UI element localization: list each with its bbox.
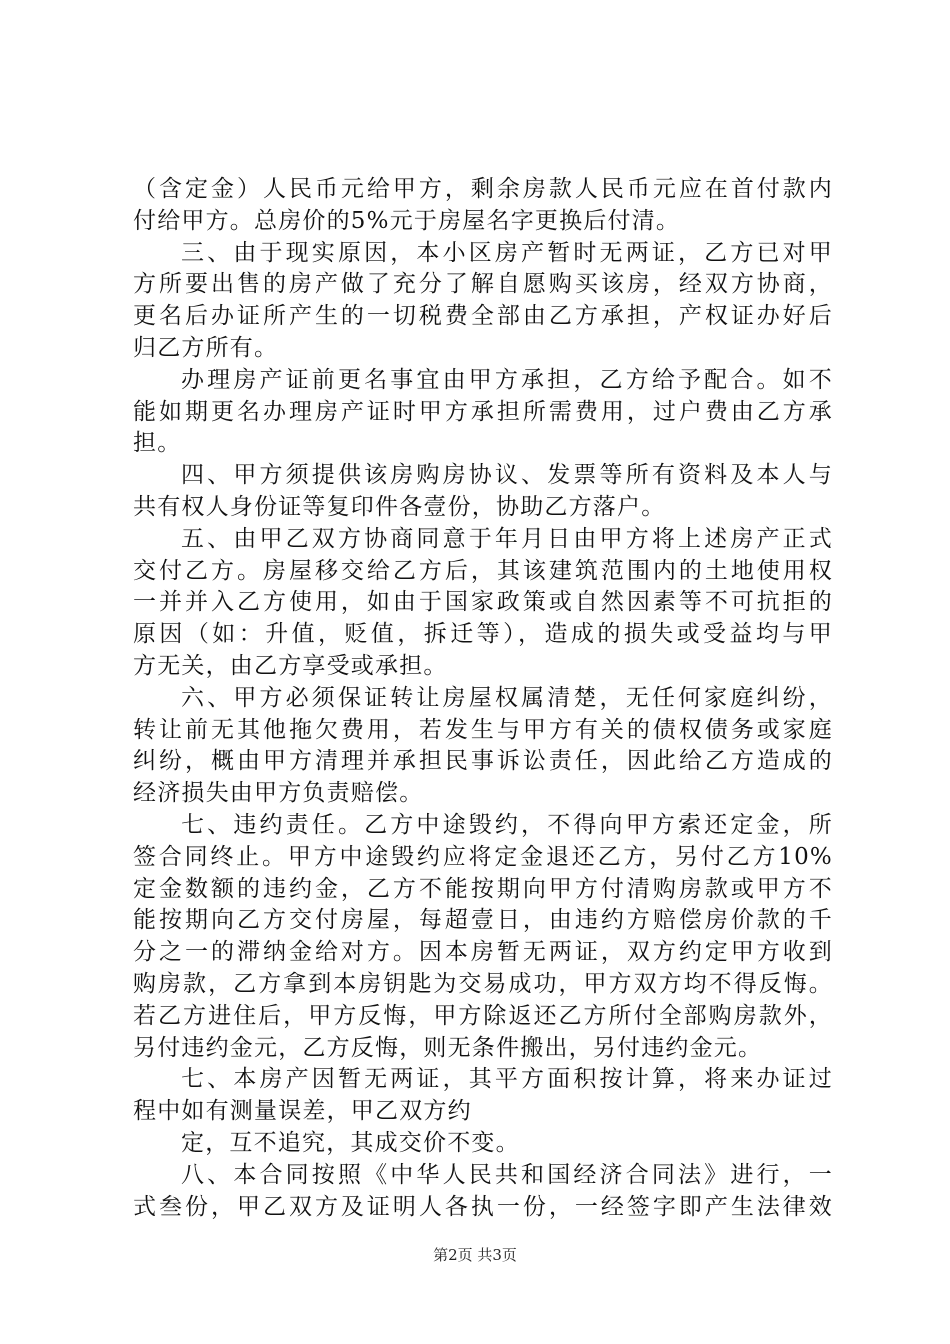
text-line: 经济损失由甲方负责赔偿。 <box>133 780 424 807</box>
text-line: 转让前无其他拖欠费用，若发生与甲方有关的债权债务或家庭 <box>133 716 833 743</box>
text-line: 能如期更名办理房产证时甲方承担所需费用，过户费由乙方承 <box>133 398 833 425</box>
text-line: 另付违约金元，乙方反悔，则无条件搬出，另付违约金元。 <box>133 1034 763 1061</box>
text-line: 方无关，由乙方享受或承担。 <box>133 652 448 679</box>
text-line: 能按期向乙方交付房屋，每超壹日，由违约方赔偿房价款的千 <box>133 907 833 934</box>
text-line: 三、由于现实原因，本小区房产暂时无两证，乙方已对甲 <box>181 239 833 266</box>
contract-body <box>133 174 833 1223</box>
text-line: 方所要出售的房产做了充分了解自愿购买该房，经双方协商， <box>133 271 833 298</box>
text-line: 分之一的滞纳金给对方。因本房暂无两证，双方约定甲方收到 <box>133 939 833 966</box>
text-line: 定金数额的违约金，乙方不能按期向甲方付清购房款或甲方不 <box>133 875 833 902</box>
text-line: 一并并入乙方使用，如由于国家政策或自然因素等不可抗拒的 <box>133 589 833 616</box>
text-line: 纠纷，概由甲方清理并承担民事诉讼责任，因此给乙方造成的 <box>133 748 833 775</box>
text-line: 四、甲方须提供该房购房协议、发票等所有资料及本人与 <box>181 462 833 489</box>
text-line: 共有权人身份证等复印件各壹份，协助乙方落户。 <box>133 493 666 520</box>
text-line: 原因（如：升值，贬值，拆迁等），造成的损失或受益均与甲 <box>133 621 833 648</box>
text-line: 八、本合同按照《中华人民共和国经济合同法》进行，一 <box>181 1161 833 1188</box>
text-line: 签合同终止。甲方中途毁约应将定金退还乙方，另付乙方10% <box>133 843 833 870</box>
text-line: 办理房产证前更名事宜由甲方承担，乙方给予配合。如不 <box>181 366 833 393</box>
text-line: 定，互不追究，其成交价不变。 <box>181 1129 520 1156</box>
text-line: 程中如有测量误差，甲乙双方约 <box>133 1098 472 1125</box>
text-line: 六、甲方必须保证转让房屋权属清楚，无任何家庭纠纷， <box>181 684 833 711</box>
text-line: 若乙方进住后，甲方反悔，甲方除返还乙方所付全部购房款外， <box>133 1002 833 1029</box>
text-line: 归乙方所有。 <box>133 334 279 361</box>
text-line: （含定金）人民币元给甲方，剩余房款人民币元应在首付款内 <box>133 176 833 202</box>
text-line: 交付乙方。房屋移交给乙方后，其该建筑范围内的土地使用权 <box>133 557 833 584</box>
page-number: 第2页 共3页 <box>433 1246 517 1264</box>
text-line: 式叁份，甲乙双方及证明人各执一份，一经签字即产生法律效 <box>133 1193 833 1220</box>
text-line: 付给甲方。总房价的5%元于房屋名字更换后付清。 <box>133 207 681 234</box>
text-line: 担。 <box>133 430 182 457</box>
text-line: 购房款，乙方拿到本房钥匙为交易成功，甲方双方均不得反悔。 <box>133 970 833 997</box>
text-line: 七、本房产因暂无两证，其平方面积按计算，将来办证过 <box>181 1066 833 1093</box>
text-line: 更名后办证所产生的一切税费全部由乙方承担，产权证办好后 <box>133 303 833 330</box>
text-line: 五、由甲乙双方协商同意于年月日由甲方将上述房产正式 <box>181 525 833 552</box>
text-line: 七、违约责任。乙方中途毁约，不得向甲方索还定金，所 <box>181 811 833 838</box>
